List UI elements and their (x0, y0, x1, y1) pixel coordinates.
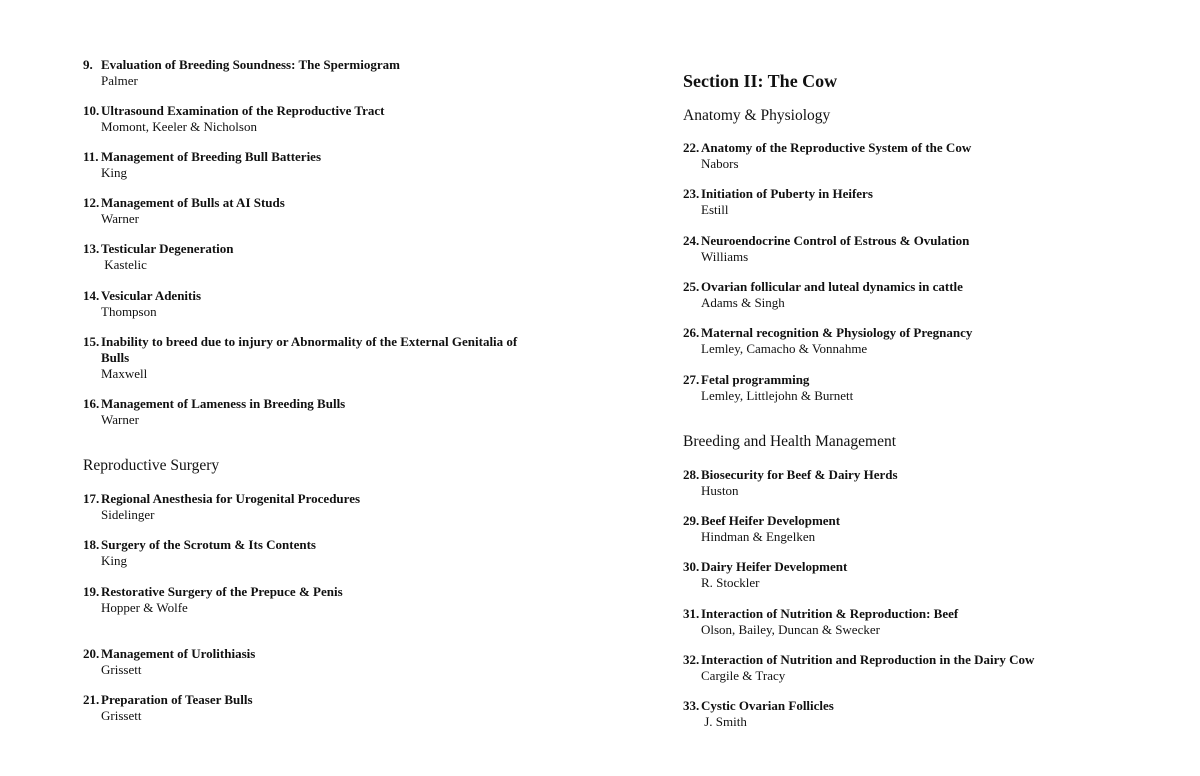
entry-authors: Huston (701, 483, 739, 498)
toc-entry-16 (83, 396, 543, 428)
entry-title: Maternal recognition & Physiology of Pregnancy (701, 325, 973, 340)
entry-number: 29. (683, 513, 700, 528)
entry-number: 17. (83, 491, 100, 506)
entry-title: Anatomy of the Reproductive System of the Cow (701, 140, 972, 155)
entry-authors: Kastelic (101, 257, 147, 272)
entry-title: Management of Breeding Bull Batteries (101, 149, 322, 164)
entry-authors: Lemley, Camacho & Vonnahme (701, 341, 868, 356)
entry-title: Testicular Degeneration (101, 241, 234, 256)
entry-title: Interaction of Nutrition and Reproduction in the Dairy Cow (701, 652, 1035, 667)
entry-number: 9. (83, 57, 93, 72)
entry-number: 15. (83, 334, 100, 349)
toc-entry-27 (683, 372, 1143, 404)
entry-number: 32. (683, 652, 700, 667)
entry-title: Beef Heifer Development (701, 513, 841, 528)
entry-number: 18. (83, 537, 100, 552)
entry-title: Biosecurity for Beef & Dairy Herds (701, 467, 898, 482)
entry-title: Evaluation of Breeding Soundness: The Spermiogram (101, 57, 400, 72)
toc-entry-15 (83, 334, 523, 382)
entry-number: 16. (83, 396, 100, 411)
entry-number: 24. (683, 233, 700, 248)
toc-entry-25 (683, 279, 1143, 311)
entry-title: Restorative Surgery of the Prepuce & Penis (101, 584, 343, 599)
entry-authors: Olson, Bailey, Duncan & Swecker (701, 622, 880, 637)
entry-authors: Lemley, Littlejohn & Burnett (701, 388, 854, 403)
entry-number: 10. (83, 103, 100, 118)
toc-entry-12 (83, 195, 543, 227)
entry-authors: Palmer (101, 73, 138, 88)
entry-authors: Adams & Singh (701, 295, 785, 310)
entry-number: 22. (683, 140, 700, 155)
toc-entry-24 (683, 233, 1143, 265)
entry-authors: Maxwell (101, 366, 148, 381)
entry-title: Cystic Ovarian Follicles (701, 698, 834, 713)
entry-authors: Estill (701, 202, 729, 217)
toc-entry-20 (83, 646, 543, 678)
entry-authors: Nabors (701, 156, 739, 171)
entry-number: 28. (683, 467, 700, 482)
entry-number: 19. (83, 584, 100, 599)
toc-entry-19 (83, 584, 543, 616)
entry-title: Vesicular Adenitis (101, 288, 202, 303)
subsection-heading-breeding-health: Breeding and Health Management (683, 433, 897, 450)
toc-entry-33 (683, 698, 1143, 730)
entry-authors: Grissett (101, 662, 142, 677)
entry-authors: King (101, 165, 127, 180)
entry-title: Neuroendocrine Control of Estrous & Ovulation (701, 233, 970, 248)
toc-entry-14 (83, 288, 543, 320)
toc-entry-28 (683, 467, 1143, 499)
entry-title: Inability to breed due to injury or Abnormality of the External Genitalia of Bulls (101, 334, 518, 365)
entry-number: 26. (683, 325, 700, 340)
entry-number: 14. (83, 288, 100, 303)
toc-entry-26 (683, 325, 1143, 357)
toc-entry-10 (83, 103, 543, 135)
toc-entry-21 (83, 692, 543, 724)
entry-title: Initiation of Puberty in Heifers (701, 186, 873, 201)
entry-title: Fetal programming (701, 372, 810, 387)
entry-number: 25. (683, 279, 700, 294)
toc-entry-32 (683, 652, 1143, 684)
entry-authors: Williams (701, 249, 749, 264)
entry-title: Ultrasound Examination of the Reproductive Tract (101, 103, 385, 118)
toc-entry-23 (683, 186, 1143, 218)
toc-entry-30 (683, 559, 1143, 591)
entry-number: 11. (83, 149, 99, 164)
entry-authors: Hindman & Engelken (701, 529, 816, 544)
toc-entry-9 (83, 57, 543, 89)
toc-entry-13 (83, 241, 543, 273)
entry-authors: J. Smith (701, 714, 747, 729)
toc-entry-11 (83, 149, 543, 181)
entry-number: 30. (683, 559, 700, 574)
entry-number: 20. (83, 646, 100, 661)
entry-authors: Sidelinger (101, 507, 155, 522)
entry-title: Regional Anesthesia for Urogenital Procedures (101, 491, 361, 506)
toc-entry-31 (683, 606, 1143, 638)
entry-authors: Grissett (101, 708, 142, 723)
entry-authors: Warner (101, 412, 139, 427)
entry-authors: R. Stockler (701, 575, 760, 590)
entry-number: 13. (83, 241, 100, 256)
entry-number: 21. (83, 692, 100, 707)
subsection-heading-reproductive-surgery: Reproductive Surgery (83, 457, 220, 474)
entry-title: Surgery of the Scrotum & Its Contents (101, 537, 316, 552)
entry-number: 27. (683, 372, 700, 387)
toc-entry-22 (683, 140, 1143, 172)
entry-title: Interaction of Nutrition & Reproduction: Beef (701, 606, 959, 621)
entry-title: Preparation of Teaser Bulls (101, 692, 253, 707)
entry-authors: Momont, Keeler & Nicholson (101, 119, 257, 134)
section-title: Section II: The Cow (683, 71, 838, 91)
entry-title: Dairy Heifer Development (701, 559, 848, 574)
entry-title: Ovarian follicular and luteal dynamics in cattle (701, 279, 963, 294)
subsection-heading-anatomy-physiology: Anatomy & Physiology (683, 107, 831, 124)
entry-title: Management of Urolithiasis (101, 646, 256, 661)
toc-entry-18 (83, 537, 543, 569)
entry-title: Management of Bulls at AI Studs (101, 195, 285, 210)
entry-number: 31. (683, 606, 700, 621)
toc-entry-29 (683, 513, 1143, 545)
entry-number: 12. (83, 195, 100, 210)
entry-authors: Hopper & Wolfe (101, 600, 188, 615)
toc-entry-17 (83, 491, 543, 523)
entry-number: 33. (683, 698, 700, 713)
entry-authors: Warner (101, 211, 139, 226)
entry-authors: Cargile & Tracy (701, 668, 786, 683)
entry-number: 23. (683, 186, 700, 201)
entry-authors: Thompson (101, 304, 157, 319)
entry-title: Management of Lameness in Breeding Bulls (101, 396, 346, 411)
entry-authors: King (101, 553, 127, 568)
